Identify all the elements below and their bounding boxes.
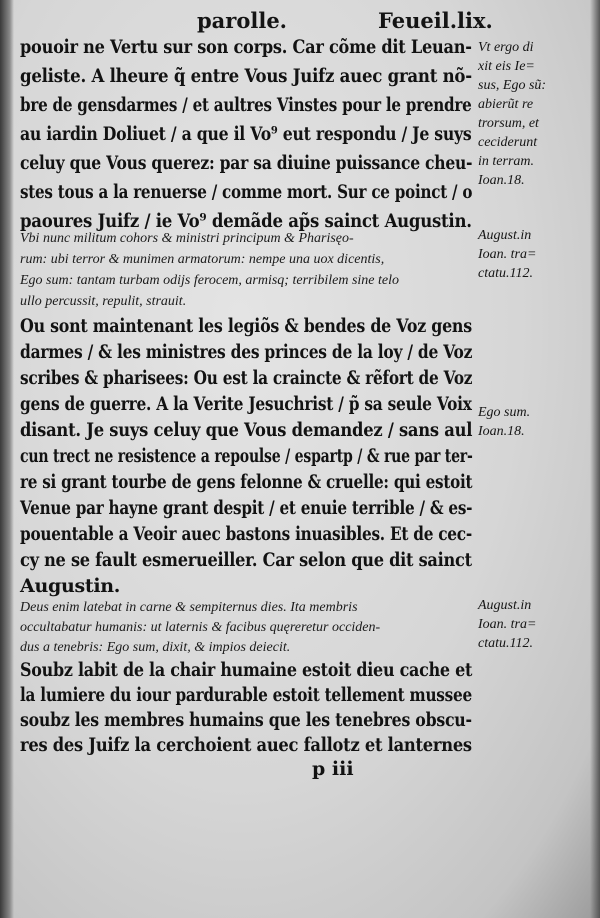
folio-number: Feueil.lix. xyxy=(378,8,493,33)
text-line: geliste. A lheure q̃ entre Vous Juifz auec grant nõ- xyxy=(20,65,472,87)
margin-note-line: Vt ergo di xyxy=(478,40,534,55)
margin-note-line: abierũt re xyxy=(478,97,534,112)
text-line: Soubz labit de la chair humaine estoit dieu cache et xyxy=(20,659,473,681)
margin-note-4 xyxy=(478,596,536,653)
text-line: Deus enim latebat in carne & sempiternus dies. Ita membris xyxy=(20,600,358,615)
margin-note-line: Ioan. tra= xyxy=(478,617,537,632)
text-line: cy ne se fault esmerueiller. Car selon que dit sainct xyxy=(20,549,472,571)
text-line: Augustin. xyxy=(20,575,121,597)
text-line: pouentable a Veoir auec bastons inuasibles. Et de cec- xyxy=(20,523,472,545)
text-line: darmes / & les ministres des princes de la loy / de Voz xyxy=(20,341,473,363)
text-line: Ou sont maintenant les legiõs & bendes de Voz gens xyxy=(20,315,472,337)
text-line: Ego sum: tantam turbam odijs ferocem, armisq; terribilem sine telo xyxy=(20,273,400,288)
text-line: stes tous a la renuerse / comme mort. Sur ce poinct / o xyxy=(20,181,473,203)
text-line: ullo percussit, repulit, strauit. xyxy=(20,294,187,309)
margin-note-line: August.in xyxy=(478,228,532,243)
signature-mark: p iii xyxy=(312,758,354,780)
text-line: la lumiere du iour pardurable estoit tellement mussee xyxy=(20,684,472,706)
margin-note-line: ctatu.112. xyxy=(478,636,533,651)
margin-note-line: ceciderunt xyxy=(478,135,538,150)
text-line: cun trect ne resistence a repoulse / espartp / & rue par ter- xyxy=(20,445,473,467)
margin-note-1 xyxy=(478,38,546,190)
text-line: au iardin Doliuet / a que il Vo⁹ eut respondu / Je suys xyxy=(20,123,472,145)
text-line: re si grant tourbe de gens felonne & cruelle: qui estoit xyxy=(20,471,473,493)
text-line: gens de guerre. A la Verite Jesuchrist / p̃ sa seule Voix xyxy=(20,393,472,415)
text-line: celuy que Vous querez: par sa diuine puissance cheu- xyxy=(20,152,473,174)
margin-note-line: Ioan.18. xyxy=(478,173,525,188)
page-header xyxy=(0,8,600,38)
page-edge-shadow-left xyxy=(0,0,14,918)
text-line: paoures Juifz / ie Vo⁹ demãde ap̃s sainct Augustin. xyxy=(20,210,472,232)
text-line: bre de gensdarmes / et aultres Vinstes pour le prendre xyxy=(20,94,472,116)
text-line: scribes & pharisees: Ou est la craincte & rẽfort de Voz xyxy=(20,367,473,389)
running-head: parolle. xyxy=(197,8,287,33)
text-line: rum: ubi terror & munimen armatorum: nempe una uox dicentis, xyxy=(20,252,385,267)
text-line: Venue par hayne grant despit / et enuie terrible / & es- xyxy=(20,497,473,519)
margin-note-line: in terram. xyxy=(478,154,534,169)
margin-note-2 xyxy=(478,226,536,283)
margin-note-line: ctatu.112. xyxy=(478,266,533,281)
text-line: occultabatur humanis: ut laternis & facibus quęreretur occiden- xyxy=(20,620,381,635)
margin-note-line: sus, Ego sũ: xyxy=(478,78,547,93)
page-edge-shadow-right xyxy=(590,0,600,918)
margin-note-line: trorsum, et xyxy=(478,116,539,131)
text-line: dus a tenebris: Ego sum, dixit, & impios deiecit. xyxy=(20,640,291,655)
margin-note-line: Ioan.18. xyxy=(478,424,525,439)
margin-note-line: Ioan. tra= xyxy=(478,247,537,262)
text-line: res des Juifz la cerchoient auec fallotz et lanternes xyxy=(20,734,472,756)
margin-note-line: Ego sum. xyxy=(478,405,531,420)
text-line: pouoir ne Vertu sur son corps. Car cõme dit Leuan- xyxy=(20,36,472,58)
margin-note-3 xyxy=(478,403,530,441)
text-line: soubz les membres humains que les tenebres obscu- xyxy=(20,709,472,731)
text-line: disant. Je suys celuy que Vous demandez / sans aul xyxy=(20,419,473,441)
margin-note-line: xit eis Ie= xyxy=(478,59,535,74)
text-line: Vbi nunc militum cohors & ministri principum & Pharisęo- xyxy=(20,231,354,246)
margin-note-line: August.in xyxy=(478,598,532,613)
